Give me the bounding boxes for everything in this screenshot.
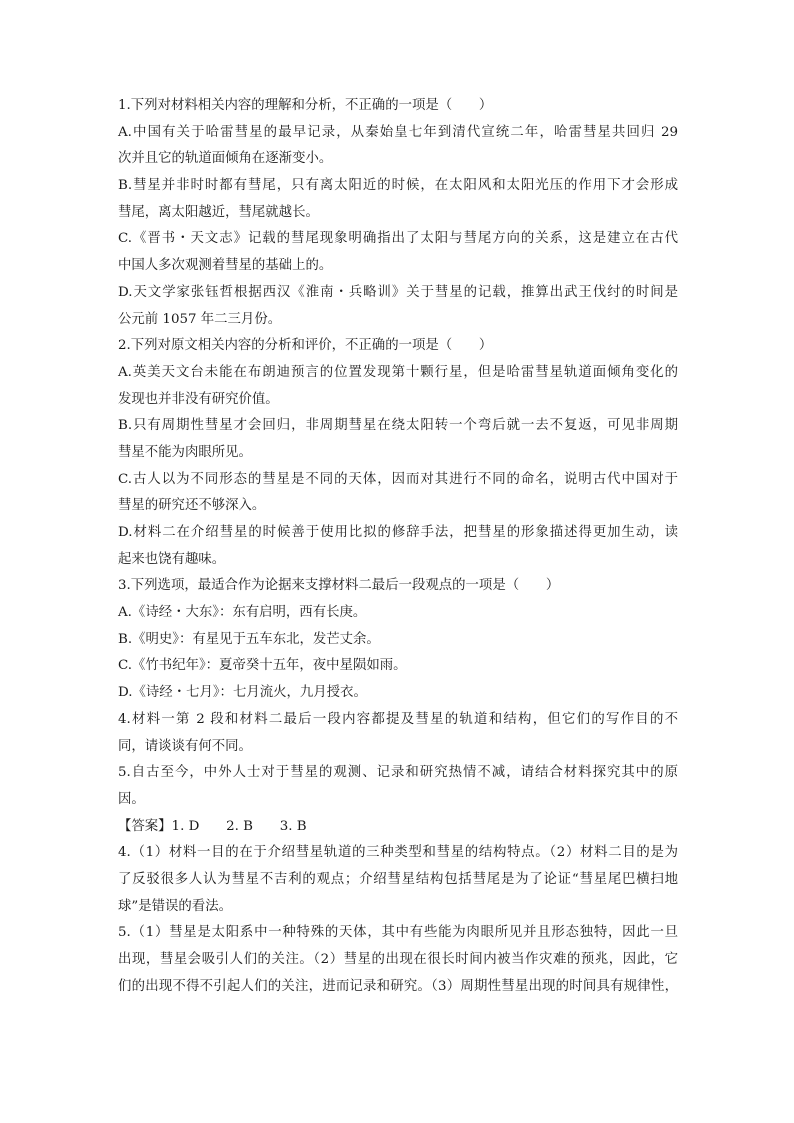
- question-2-option-d-cont: 起来也饶有趣味。: [118, 551, 226, 567]
- question-1-option-d: D.天文学家张钰哲根据西汉《淮南・兵略训》关于彗星的记载，推算出武王伐纣的时间是: [118, 284, 678, 300]
- question-5-stem-cont: 因。: [118, 791, 145, 807]
- question-1-option-b: B.彗星并非时时都有彗尾，只有离太阳近的时候，在太阳风和太阳光压的作用下才会形成: [118, 178, 678, 194]
- question-3-option-c: C.《竹书纪年》：夏帝癸十五年，夜中星陨如雨。: [118, 658, 407, 674]
- question-2-stem: 2.下列对原文相关内容的分析和评价，不正确的一项是（ ）: [118, 338, 493, 354]
- answer-5-line-2: 出现，彗星会吸引人们的关注。（2）彗星的出现在很长时间内被当作灾难的预兆，因此，它: [118, 952, 678, 967]
- answer-key: 【答案】1. D 2. B 3. B: [118, 818, 307, 834]
- document-body: [118, 93, 678, 1000]
- question-3-option-d: D.《诗经・七月》：七月流火，九月授衣。: [118, 685, 367, 701]
- question-2-option-a: A.英美天文台未能在布朗迪预言的位置发现第十颗行星，但是哈雷彗星轨道面倾角变化的: [118, 364, 678, 380]
- question-1-option-c: C.《晋书・天文志》记载的彗尾现象明确指出了太阳与彗尾方向的关系，这是建立在古代: [118, 231, 678, 247]
- question-1-option-c-cont: 中国人多次观测着彗星的基础上的。: [118, 258, 333, 274]
- question-2-option-c: C.古人以为不同形态的彗星是不同的天体，因而对其进行不同的命名，说明古代中国对于: [118, 471, 678, 487]
- question-5-stem: 5.自古至今，中外人士对于彗星的观测、记录和研究热情不减，请结合材料探究其中的原: [118, 765, 678, 781]
- question-3-option-b: B.《明史》：有星见于五车东北，发芒丈余。: [118, 631, 380, 647]
- question-1-option-b-cont: 彗尾，离太阳越近，彗尾就越长。: [118, 204, 319, 220]
- question-2-option-d: D.材料二在介绍彗星的时候善于使用比拟的修辞手法，把彗星的形象描述得更加生动，读: [118, 525, 678, 540]
- question-2-option-c-cont: 彗星的研究还不够深入。: [118, 498, 266, 514]
- question-4-stem-cont: 同，请谈谈有何不同。: [118, 738, 252, 754]
- answer-5-line-3: 们的出现不得不引起人们的关注，进而记录和研究。（3）周期性彗星出现的时间具有规律性，: [118, 978, 678, 994]
- question-3-stem: 3.下列选项，最适合作为论据来支撑材料二最后一段观点的一项是（ ）: [118, 578, 560, 594]
- question-1-option-a-cont: 次并且它的轨道面倾角在逐渐变小。: [118, 151, 333, 167]
- question-1-stem: 1.下列对材料相关内容的理解和分析，不正确的一项是（ ）: [118, 98, 493, 113]
- question-2-option-a-cont: 发现也并非没有研究价值。: [118, 391, 279, 407]
- answer-4-line-3: 球”是错误的看法。: [118, 898, 232, 914]
- question-1-option-a: A.中国有关于哈雷彗星的最早记录，从秦始皇七年到清代宣统二年，哈雷彗星共回归 29: [118, 124, 678, 140]
- question-2-option-b: B.只有周期性彗星才会回归，非周期彗星在绕太阳转一个弯后就一去不复返，可见非周期: [118, 418, 678, 434]
- answer-4-line-1: 4.（1）材料一目的在于介绍彗星轨道的三种类型和彗星的结构特点。（2）材料二目的是为: [118, 845, 678, 861]
- answer-5-line-1: 5.（1）彗星是太阳系中一种特殊的天体，其中有些能为肉眼所见并且形态独特，因此一旦: [118, 925, 678, 941]
- answer-4-line-2: 了反驳很多人认为彗星不吉利的观点；介绍彗星结构包括彗尾是为了论证“彗星尾巴横扫地: [118, 871, 678, 887]
- question-4-stem: 4.材料一第 2 段和材料二最后一段内容都提及彗星的轨道和结构，但它们的写作目的不: [118, 711, 678, 727]
- question-3-option-a: A.《诗经・大东》：东有启明，西有长庚。: [118, 605, 367, 621]
- question-2-option-b-cont: 彗星不能为肉眼所见。: [118, 444, 252, 460]
- question-1-option-d-cont: 公元前 1057 年二三月份。: [118, 311, 282, 327]
